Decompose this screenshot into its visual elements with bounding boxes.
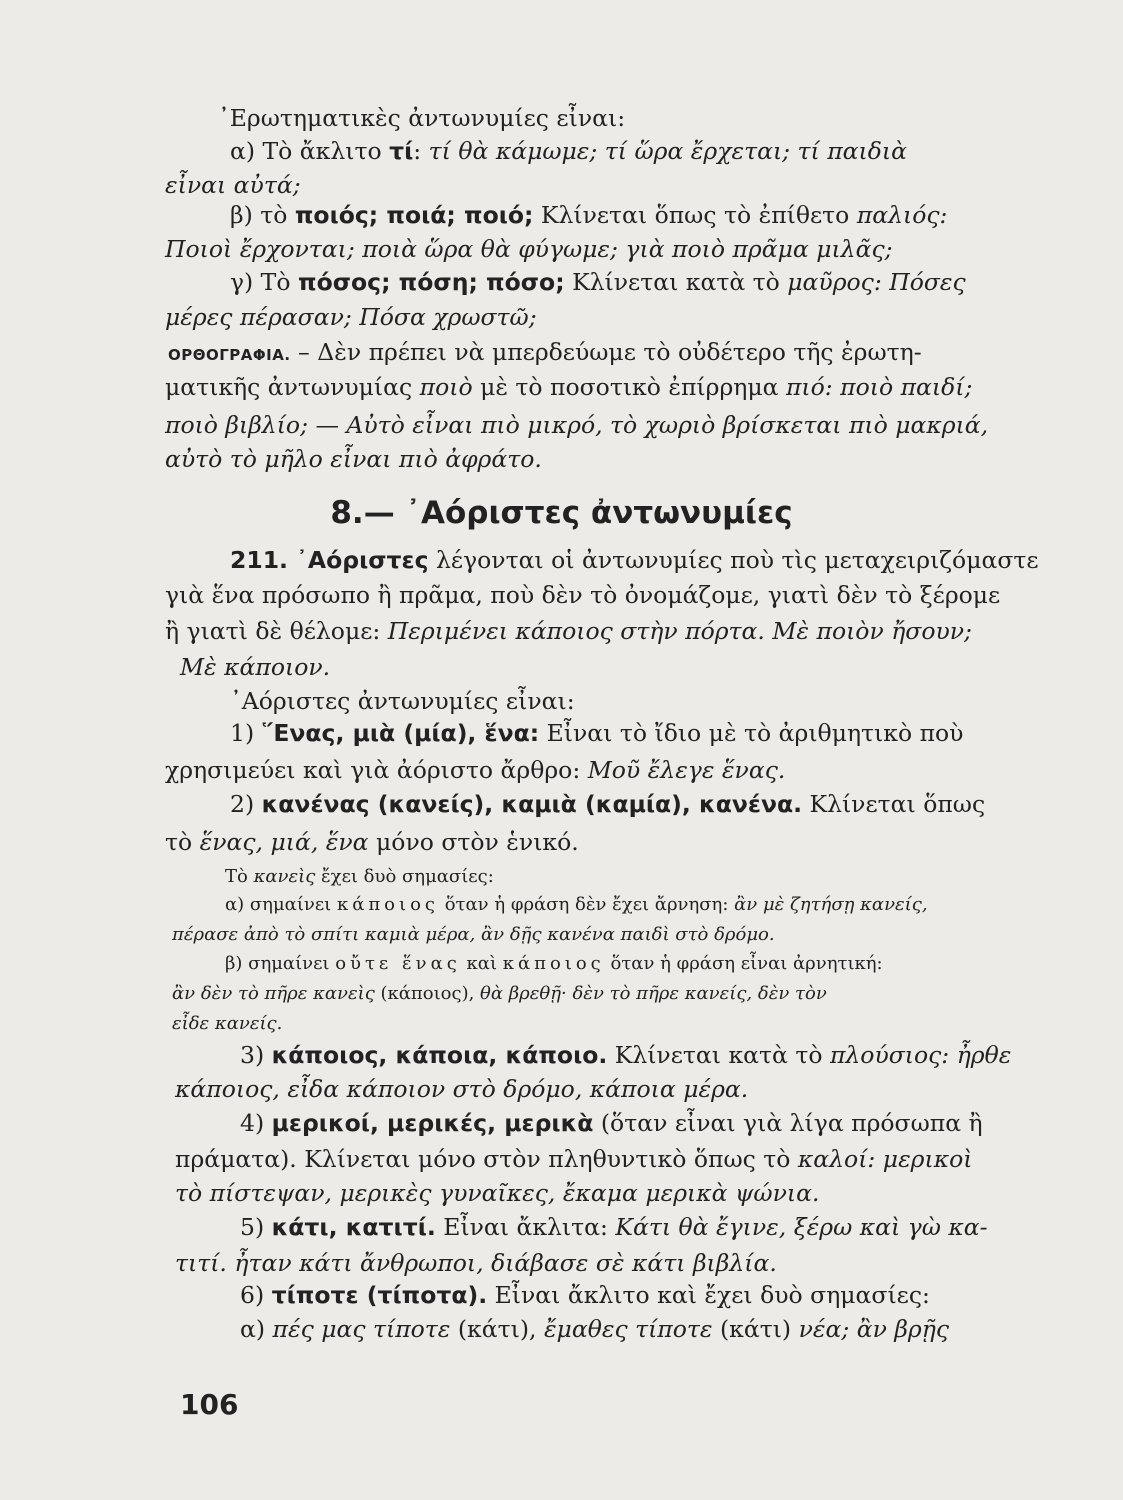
text: Κλίνεται ὅπως	[802, 790, 986, 818]
bold-term: κάποιος, κάποια, κάποιο.	[271, 1041, 608, 1069]
text: α) σημαίνει	[225, 894, 337, 915]
text: ὅταν ἡ φράση δὲν ἔχει ἄρνηση:	[439, 894, 735, 915]
small-text-line	[225, 952, 1033, 976]
text: Εἶναι ἄκλιτα:	[435, 1213, 616, 1241]
section-heading: 8.— ᾿Αόριστες ἀντωνυμίες	[330, 495, 793, 531]
text-line	[165, 827, 1033, 857]
text-line	[168, 337, 1033, 370]
text-line	[230, 545, 1039, 575]
example-text: Ποιοὶ ἔρχονται; ποιὰ ὥρα θὰ φύγωμε; γιὰ ποιὸ πρᾶμα μιλᾶς;	[165, 235, 893, 263]
text: β) τὸ	[230, 201, 295, 229]
text-line	[165, 410, 1033, 440]
text: 6)	[240, 1281, 272, 1309]
bold-term: πόσος; πόση; πόσο;	[297, 268, 565, 296]
text: Εἶναι ἄκλιτο καὶ ἔχει δυὸ σημασίες:	[487, 1281, 930, 1309]
text-line	[180, 652, 1033, 682]
bold-term: τί	[389, 137, 414, 165]
text: ᾿Αόριστες ἀντωνυμίες εἶναι:	[230, 687, 575, 715]
text: – Δὲν πρέπει νὰ μπερδεύωμε τὸ οὐδέτερο τῆς ἐρωτη-	[290, 338, 922, 366]
text: (κάτι)	[712, 1315, 799, 1343]
text: (ὅταν εἶναι γιὰ λίγα πρόσωπα ἢ	[593, 1109, 983, 1137]
bold-term: τίποτε (τίποτα).	[271, 1281, 488, 1309]
text-line	[165, 616, 1033, 646]
text-line	[165, 755, 1033, 785]
text-line	[240, 1040, 1033, 1070]
text: :	[413, 137, 429, 165]
bold-term: μερικοί, μερικές, μερικὰ	[271, 1109, 594, 1137]
text: (κάποιος),	[374, 983, 481, 1004]
text: α) Τὸ ἄκλιτο	[230, 137, 390, 165]
text: Κλίνεται κατὰ τὸ	[607, 1041, 830, 1069]
example-text: πέρασε ἀπὸ τὸ σπίτι καμιὰ μέρα, ἂν δῇς κανένα παιδὶ στὸ δρόμο.	[172, 924, 775, 945]
example-text: ἔμαθες τίποτε	[543, 1315, 713, 1343]
example-text: μέρες πέρασαν; Πόσα χρωστῶ;	[165, 303, 537, 331]
small-text-line	[225, 893, 1033, 917]
text-line	[165, 580, 1033, 610]
example-text: Περιμένει κάποιος στὴν πόρτα. Μὲ ποιὸν ἤσουν;	[387, 617, 972, 645]
text: α)	[240, 1315, 273, 1343]
text: γ) Τὸ	[230, 268, 298, 296]
small-text-line	[172, 982, 1033, 1006]
example-text: ποιὸ βιβλίο; — Αὐτὸ εἶναι πιὸ μικρό, τὸ χωριὸ βρίσκεται πιὸ μακριά,	[165, 411, 989, 439]
page-number: 106	[180, 1388, 239, 1421]
bold-term: ῞Ενας, μιὰ (μία), ἕνα:	[261, 719, 540, 747]
example-text: πιό: ποιὸ παιδί;	[785, 373, 973, 401]
example-text: καλοί: μερικοὶ	[797, 1145, 973, 1173]
bold-term: 211. ᾿Αόριστες	[230, 546, 429, 574]
text: ᾿Ερωτηματικὲς ἀντωνυμίες εἶναι:	[218, 104, 626, 132]
text: 2)	[230, 790, 262, 818]
example-text: ἂν δὲν τὸ πῆρε κανεὶς	[172, 983, 375, 1004]
example-text: θὰ βρεθῇ· δὲν τὸ πῆρε κανείς, δὲν τὸν	[480, 983, 827, 1004]
example-text: μαῦρος: Πόσες	[787, 268, 966, 296]
example-text: εἶναι αὐτά;	[165, 171, 301, 199]
text-line	[230, 789, 1033, 819]
text: Κλίνεται ὅπως τὸ ἐπίθετο	[533, 201, 857, 229]
example-text: τιτί. ἦταν κάτι ἄνθρωποι, διάβασε σὲ κάτι βιβλία.	[175, 1249, 777, 1277]
small-text-line	[172, 1012, 1033, 1036]
text: ἔχει δυὸ σημασίες:	[315, 866, 494, 887]
bold-term: κάτι, κατιτί.	[271, 1213, 436, 1241]
example-text: Μὲ κάποιον.	[180, 653, 331, 681]
example-text: ἂν μὲ ζητήσῃ κανείς,	[734, 894, 928, 915]
text: μόνο στὸν ἑνικό.	[368, 828, 579, 856]
text-line	[165, 444, 1033, 474]
text: (κάτι),	[450, 1315, 544, 1343]
text: μὲ τὸ ποσοτικὸ ἐπίρρημα	[472, 373, 786, 401]
example-text: Κάτι θὰ ἔγινε, ξέρω καὶ γὼ κα-	[615, 1213, 988, 1241]
text: β) σημαίνει	[225, 953, 336, 974]
text-line	[175, 1144, 1033, 1174]
example-text: Μοῦ ἔλεγε ἕνας.	[587, 756, 786, 784]
text: καὶ	[460, 953, 503, 974]
text: τὸ	[165, 828, 200, 856]
small-text-line	[225, 865, 1033, 889]
text-line	[165, 372, 1033, 402]
text: 1)	[230, 719, 262, 747]
spaced-term: κάποιος	[336, 894, 439, 915]
example-text: τὸ πίστεψαν, μερικὲς γυναῖκες, ἔκαμα μερικὰ ψώνια.	[175, 1179, 820, 1207]
bold-term: ποιός; ποιά; ποιό;	[294, 201, 534, 229]
example-text: ποιὸ	[419, 373, 473, 401]
text: Κλίνεται κατὰ τὸ	[564, 268, 788, 296]
text: ὅταν ἡ φράση εἶναι ἀρνητική:	[604, 953, 883, 974]
spaced-term: κάποιος	[502, 953, 605, 974]
example-text: νέα; ἂν βρῇς	[798, 1315, 949, 1343]
text: Τὸ	[225, 866, 254, 887]
text: 4)	[240, 1109, 272, 1137]
example-text: παλιός:	[856, 201, 948, 229]
text-line	[230, 686, 1033, 716]
text-line	[240, 1314, 1033, 1344]
text-line	[175, 1074, 1033, 1104]
example-text: εἶδε κανείς.	[172, 1013, 283, 1034]
text-line	[230, 200, 1033, 230]
example-text: αὐτὸ τὸ μῆλο εἶναι πιὸ ἀφράτο.	[165, 445, 542, 473]
text-line	[240, 1108, 1033, 1138]
example-text: πλούσιος: ἦρθε	[829, 1041, 1012, 1069]
section-label: ΟΡΘΟΓΡΑΦΙΑ.	[168, 346, 291, 364]
bold-term: κανένας (κανείς), καμιὰ (καμία), κανένα.	[261, 790, 803, 818]
text-line	[165, 302, 1033, 332]
text: ἢ γιατὶ δὲ θέλομε:	[165, 617, 388, 645]
text-line	[218, 103, 1033, 133]
text-line	[175, 1178, 1033, 1208]
text: Εἶναι τὸ ἴδιο μὲ τὸ ἀριθμητικὸ ποὺ	[539, 719, 964, 747]
text-line	[175, 1248, 1033, 1278]
text: ματικῆς ἀντωνυμίας	[165, 373, 420, 401]
text: 3)	[240, 1041, 272, 1069]
example-text: κάποιος, εἶδα κάποιον στὸ δρόμο, κάποια μέρα.	[175, 1075, 749, 1103]
text-line	[165, 234, 1033, 264]
text: πράματα). Κλίνεται μόνο στὸν πληθυντικὸ ὅπως τὸ	[175, 1145, 798, 1173]
text: χρησιμεύει καὶ γιὰ ἀόριστο ἄρθρο:	[165, 756, 588, 784]
example-text: κανεὶς	[253, 866, 316, 887]
text-line	[230, 136, 1033, 166]
spaced-term: οὔτε ἕνας	[335, 953, 461, 974]
example-text: ἕνας, μιά, ἕνα	[199, 828, 369, 856]
text: 5)	[240, 1213, 272, 1241]
text: γιὰ ἕνα πρόσωπο ἢ πρᾶμα, ποὺ δὲν τὸ ὀνομάζομε, γιατὶ δὲν τὸ ξέρομε	[165, 581, 1001, 609]
text-line	[230, 267, 1033, 297]
text-line	[165, 170, 1033, 200]
small-text-line	[172, 923, 1033, 947]
example-text: πές μας τίποτε	[272, 1315, 451, 1343]
text: λέγονται οἱ ἀντωνυμίες ποὺ τὶς μεταχειριζόμαστε	[428, 546, 1039, 574]
text-line	[230, 718, 1033, 748]
text-line	[240, 1280, 1033, 1310]
example-text: τί θὰ κάμωμε; τί ὥρα ἔρχεται; τί παιδιὰ	[428, 137, 907, 165]
text-line	[240, 1212, 1033, 1242]
